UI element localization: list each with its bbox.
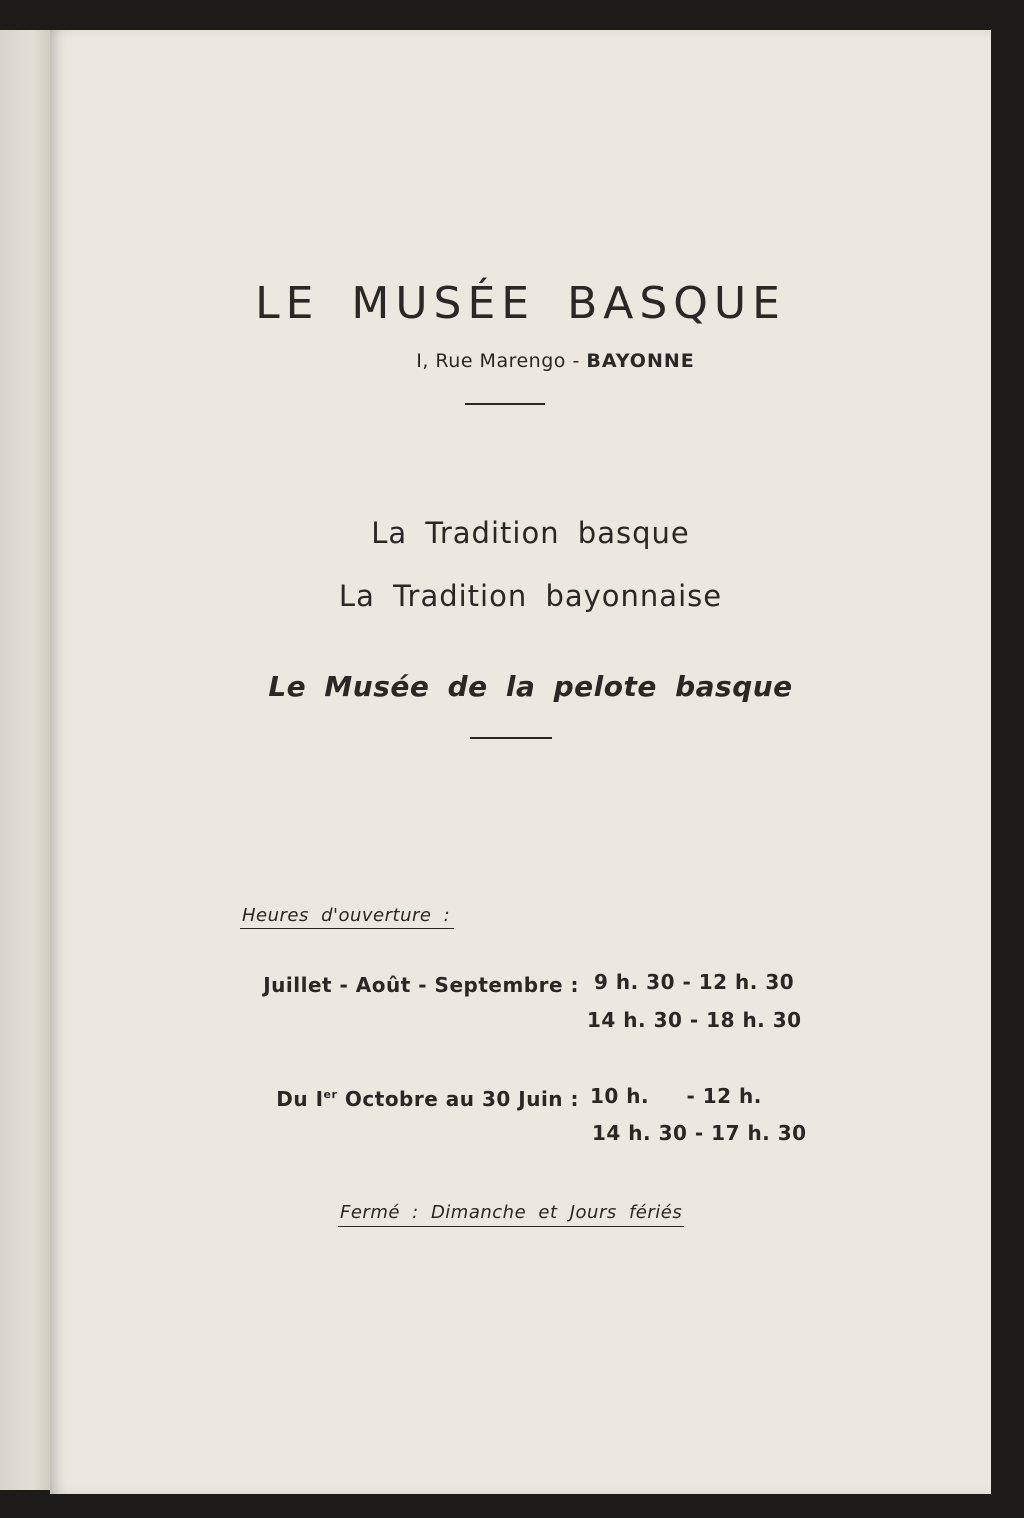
- section-pelote-museum: Le Musée de la pelote basque: [268, 670, 793, 703]
- divider-middle: [470, 737, 552, 739]
- divider-top: [465, 403, 545, 405]
- winter-period-label: [276, 1087, 579, 1111]
- winter-period-ordinal: er: [323, 1088, 338, 1101]
- address-separator: -: [572, 350, 580, 372]
- section-tradition-basque: La Tradition basque: [371, 516, 690, 550]
- page-title: LE MUSÉE BASQUE: [255, 278, 786, 329]
- winter-afternoon-hours: 14 h. 30 - 17 h. 30: [592, 1121, 807, 1145]
- winter-period-prefix: Du I: [276, 1087, 324, 1111]
- summer-period-label: Juillet - Août - Septembre :: [263, 973, 579, 997]
- winter-period-suffix: Octobre au 30 Juin :: [337, 1087, 579, 1111]
- address-street: I, Rue Marengo: [416, 350, 566, 372]
- address-line: [85, 350, 1024, 372]
- winter-morning-hours: 10 h. - 12 h.: [590, 1084, 762, 1108]
- summer-morning-hours: 9 h. 30 - 12 h. 30: [594, 970, 795, 994]
- section-tradition-bayonnaise: La Tradition bayonnaise: [338, 579, 723, 613]
- closed-days-note: Fermé : Dimanche et Jours fériés: [338, 1202, 684, 1227]
- opening-hours-heading: Heures d'ouverture :: [240, 905, 454, 929]
- facing-page-edge: [0, 30, 52, 1490]
- summer-afternoon-hours: 14 h. 30 - 18 h. 30: [587, 1008, 802, 1032]
- address-city: BAYONNE: [586, 350, 695, 372]
- document-page: [50, 30, 991, 1494]
